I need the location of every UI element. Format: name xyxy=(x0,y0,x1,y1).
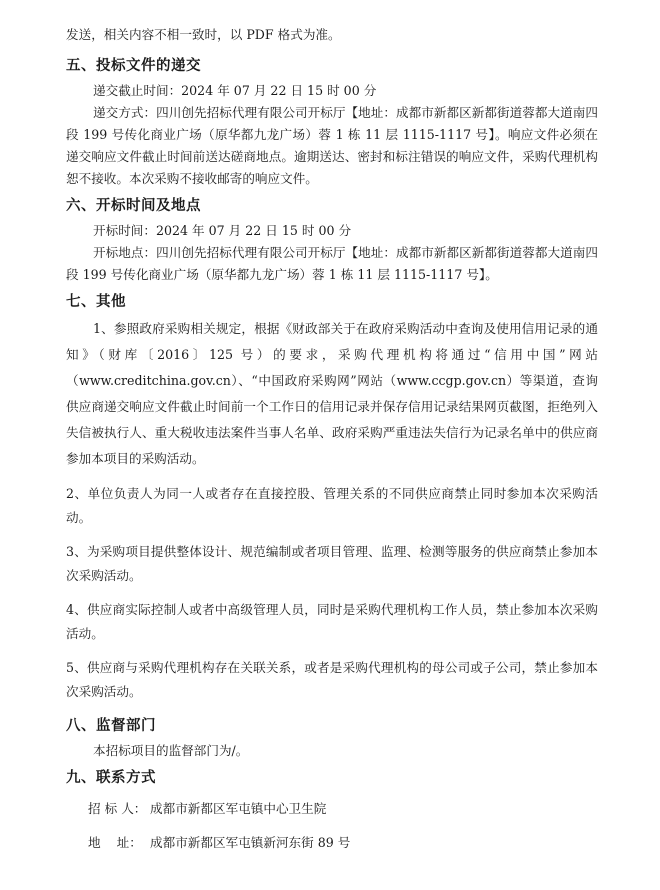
bid-opening-place: 开标地点：四川创先招标代理有限公司开标厅【地址：成都市新都区新都街道蓉都大道南四段 199 号传化商业广场（原华都九龙广场）蓉 1 栋 11 层 1115-1117 号】。 xyxy=(66,245,598,282)
other-item-3: 3、为采购项目提供整体设计、规范编制或者项目管理、监理、检测等服务的供应商禁止参加本次采购活动。 xyxy=(66,544,598,583)
other-item-2: 2、单位负责人为同一人或者存在直接控股、管理关系的不同供应商禁止同时参加本次采购活动。 xyxy=(66,486,598,525)
submission-deadline: 递交截止时间：2024 年 07 月 22 日 15 时 00 分 xyxy=(93,83,377,98)
contact-address xyxy=(88,832,598,854)
bid-opening-time: 开标时间：2024 年 07 月 22 日 15 时 00 分 xyxy=(93,223,352,238)
continuation-line: 发送，相关内容不相一致时，以 PDF 格式为准。 xyxy=(66,27,341,42)
tenderer-value: 成都市新都区军屯镇中心卫生院 xyxy=(150,801,327,816)
section-7-heading: 七、其他 xyxy=(66,294,126,310)
supervision-text: 本招标项目的监督部门为/。 xyxy=(93,743,249,758)
address-label: 地 址： xyxy=(88,835,142,850)
submission-method: 递交方式：四川创先招标代理有限公司开标厅【地址：成都市新都区新都街道蓉都大道南四段 199 号传化商业广场（原华都九龙广场）蓉 1 栋 11 层 1115-1117 号】。响应文件必须在递交响应文件截止时间前送达磋商地点。逾期送达、密封和标注错误的响应文件，采购代理机构恕不接收。本次采购不接收邮寄的响应文件。 xyxy=(66,105,598,186)
section-8-heading: 八、监督部门 xyxy=(66,718,156,734)
other-item-1: 1、参照政府采购相关规定，根据《财政部关于在政府采购活动中查询及使用信用记录的通知》（财库〔2016〕125 号）的要求，采购代理机构将通过“信用中国”网站（www.creditchina.gov.cn）、“中国政府采购网”网站（www.ccgp.gov.cn）等渠道，查询供应商递交响应文件截止时间前一个工作日的信用记录并保存信用记录结果网页截图，拒绝列入失信被执行人、重大税收违法案件当事人名单、政府采购严重违法失信行为记录名单中的供应商参加本项目的采购活动。 xyxy=(66,321,598,466)
other-item-4: 4、供应商实际控制人或者中高级管理人员，同时是采购代理机构工作人员，禁止参加本次采购活动。 xyxy=(66,602,598,641)
contact-tenderer xyxy=(88,798,598,820)
other-item-5: 5、供应商与采购代理机构存在关联关系，或者是采购代理机构的母公司或子公司，禁止参加本次采购活动。 xyxy=(66,660,598,699)
section-5-heading: 五、投标文件的递交 xyxy=(66,58,201,74)
section-9-heading: 九、联系方式 xyxy=(66,770,156,786)
tenderer-label: 招 标 人： xyxy=(88,801,147,816)
section-6-heading: 六、开标时间及地点 xyxy=(66,198,201,214)
address-value: 成都市新都区军屯镇新河东街 89 号 xyxy=(150,835,351,850)
